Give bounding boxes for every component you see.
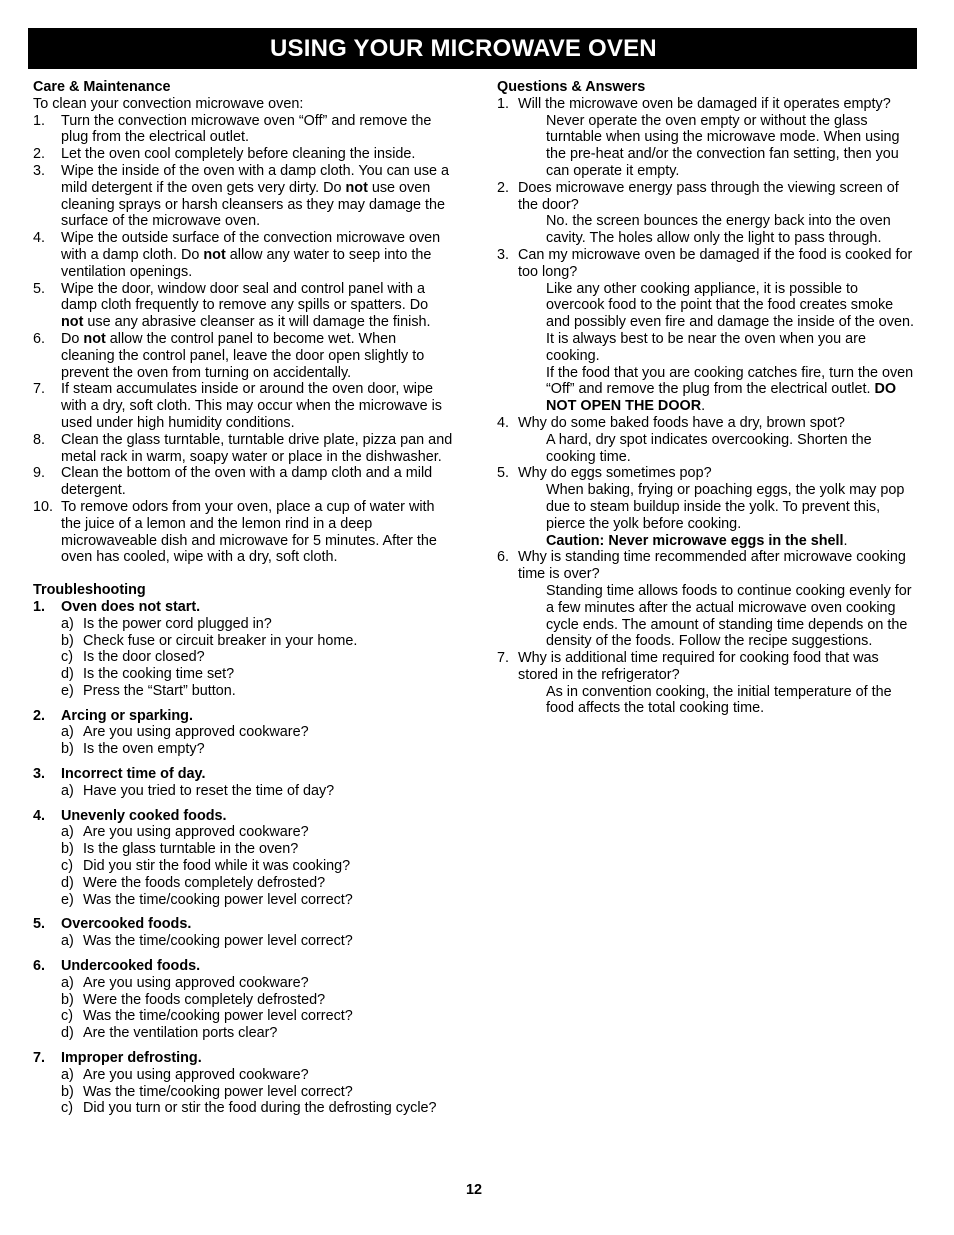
trouble-title: Arcing or sparking.	[61, 707, 193, 724]
sub-letter: e)	[61, 891, 74, 908]
trouble-subitem	[33, 1067, 453, 1084]
trouble-title: Incorrect time of day.	[61, 766, 206, 783]
item-number: 2.	[497, 179, 510, 196]
sub-letter: d)	[61, 666, 74, 683]
care-list	[33, 113, 453, 567]
item-number: 4.	[33, 807, 46, 824]
list-item	[33, 432, 453, 466]
item-number: 4.	[497, 414, 510, 431]
trouble-subitem	[33, 875, 453, 892]
item-number: 3.	[33, 766, 46, 783]
trouble-subitem	[33, 892, 453, 909]
qa-list	[497, 96, 917, 717]
sub-text: Is the door closed?	[83, 649, 205, 666]
sub-text: Were the foods completely defrosted?	[83, 991, 326, 1008]
item-text: Turn the convection microwave oven “Off” and remove the plug from the electrical outlet.	[61, 112, 432, 146]
sub-text: Are you using approved cookware?	[83, 824, 309, 841]
bold-text: not	[203, 246, 226, 263]
sub-text: Were the foods completely defrosted?	[83, 874, 326, 891]
page-title: USING YOUR MICROWAVE OVEN	[270, 35, 657, 62]
item-text: Let the oven cool completely before cleaning the inside.	[61, 146, 416, 163]
sub-letter: a)	[61, 974, 74, 991]
item-text: If steam accumulates inside or around the oven door, wipe with a dry, soft cloth. This may occur when the microwave is used under high humidity conditions.	[61, 381, 442, 431]
spacer	[33, 758, 453, 766]
sub-letter: c)	[61, 1008, 73, 1025]
answer: Never operate the oven empty or without the glass turntable when using the microwave mode. When using the pre-heat and/or the convection fan setting, then you can operate it empty.	[546, 112, 900, 179]
bold-text: DO NOT OPEN THE DOOR	[546, 381, 897, 415]
item-number: 4.	[33, 230, 46, 247]
sub-letter: d)	[61, 874, 74, 891]
question	[497, 247, 917, 281]
item-number: 6.	[33, 330, 46, 347]
trouble-subitem	[33, 933, 453, 950]
question-text: Why is standing time recommended after microwave cooking time is over?	[518, 549, 906, 583]
item-number: 9.	[33, 465, 46, 482]
question-text: Will the microwave oven be damaged if it operates empty?	[518, 95, 891, 112]
spacer	[33, 800, 453, 808]
spacer	[33, 908, 453, 916]
trouble-title: Unevenly cooked foods.	[61, 807, 227, 824]
trouble-subitem	[33, 1100, 453, 1117]
trouble-subitem	[33, 666, 453, 683]
sub-letter: b)	[61, 991, 74, 1008]
item-number: 3.	[33, 162, 46, 179]
bold-text: not	[83, 330, 106, 347]
trouble-title: Undercooked foods.	[61, 958, 201, 975]
sub-letter: d)	[61, 1025, 74, 1042]
question	[497, 549, 917, 583]
question-text: Why do eggs sometimes pop?	[518, 465, 712, 482]
sub-text: Press the “Start” button.	[83, 682, 236, 699]
bold-text: Caution: Never microwave eggs in the shell	[546, 532, 844, 549]
item-text: Wipe the door, window door seal and control panel with a damp cloth frequently to remove any spills or spatters. Do not use any abrasive cleanser as it will damage the finish.	[61, 280, 431, 331]
spacer	[33, 950, 453, 958]
sub-letter: a)	[61, 782, 74, 799]
list-item	[33, 163, 453, 230]
spacer	[33, 700, 453, 708]
sub-text: Is the glass turntable in the oven?	[83, 841, 299, 858]
sub-letter: a)	[61, 824, 74, 841]
trouble-subitem	[33, 683, 453, 700]
list-item	[33, 113, 453, 147]
sub-text: Have you tried to reset the time of day?	[83, 782, 335, 799]
answer: A hard, dry spot indicates overcooking. Shorten the cooking time.	[546, 431, 872, 465]
troubleshooting-list	[33, 599, 453, 1117]
question-text: Can my microwave oven be damaged if the food is cooked for too long?	[518, 246, 913, 280]
trouble-subitem	[33, 841, 453, 858]
answer: If the food that you are cooking catches fire, turn the oven “Off” and remove the plug from the electrical outlet. DO NOT OPEN THE DOOR.	[546, 364, 914, 415]
spacer	[33, 1042, 453, 1050]
trouble-item	[33, 1050, 453, 1067]
item-number: 7.	[497, 650, 510, 667]
item-number: 6.	[497, 549, 510, 566]
sub-text: Are you using approved cookware?	[83, 724, 309, 741]
trouble-title: Overcooked foods.	[61, 916, 192, 933]
list-item	[33, 146, 453, 163]
title-banner	[28, 28, 917, 69]
sub-letter: b)	[61, 632, 74, 649]
sub-letter: a)	[61, 724, 74, 741]
trouble-subitem	[33, 649, 453, 666]
list-item	[33, 465, 453, 499]
trouble-subitem	[33, 1025, 453, 1042]
list-item	[33, 331, 453, 381]
sub-text: Was the time/cooking power level correct?	[83, 1083, 353, 1100]
troubleshooting-heading: Troubleshooting	[33, 582, 146, 599]
trouble-item	[33, 766, 453, 783]
trouble-subitem	[33, 633, 453, 650]
sub-letter: b)	[61, 741, 74, 758]
trouble-title: Improper defrosting.	[61, 1050, 202, 1067]
item-number: 6.	[33, 958, 46, 975]
trouble-item	[33, 708, 453, 725]
question	[497, 415, 917, 432]
item-number: 1.	[33, 598, 46, 615]
sub-letter: a)	[61, 615, 74, 632]
item-number: 8.	[33, 431, 46, 448]
bold-text: not	[61, 314, 84, 331]
answer: When baking, frying or poaching eggs, the yolk may pop due to steam buildup inside the yolk. To prevent this, pierce the yolk before cooking.	[546, 482, 905, 532]
sub-text: Are the ventilation ports clear?	[83, 1025, 278, 1042]
answer: Like any other cooking appliance, it is possible to overcook food to the point that the food creates smoke and possibly even fire and damage the inside of the oven. It is always best to be near the oven when you are cooking.	[546, 280, 915, 364]
trouble-subitem	[33, 992, 453, 1009]
trouble-subitem	[33, 783, 453, 800]
qa-heading: Questions & Answers	[497, 79, 646, 95]
trouble-subitem	[33, 724, 453, 741]
item-number: 3.	[497, 246, 510, 263]
question	[497, 650, 917, 684]
bold-text: not	[345, 179, 368, 196]
trouble-subitem	[33, 858, 453, 875]
item-number: 7.	[33, 1050, 46, 1067]
question	[497, 96, 917, 113]
sub-letter: a)	[61, 933, 74, 950]
sub-text: Check fuse or circuit breaker in your home.	[83, 632, 358, 649]
sub-text: Did you stir the food while it was cooking?	[83, 858, 351, 875]
page-number: 12	[466, 1182, 483, 1198]
sub-text: Did you turn or stir the food during the defrosting cycle?	[83, 1100, 437, 1117]
list-item	[33, 381, 453, 431]
sub-text: Was the time/cooking power level correct?	[83, 1008, 353, 1025]
item-text: Clean the glass turntable, turntable drive plate, pizza pan and metal rack in warm, soapy water or place in the dishwasher.	[61, 431, 453, 465]
trouble-subitem	[33, 1084, 453, 1101]
question-text: Does microwave energy pass through the viewing screen of the door?	[518, 179, 899, 213]
sub-letter: c)	[61, 1100, 73, 1117]
trouble-item	[33, 599, 453, 616]
care-heading: Care & Maintenance	[33, 79, 171, 95]
sub-text: Was the time/cooking power level correct?	[83, 933, 353, 950]
list-item	[33, 281, 453, 331]
trouble-title: Oven does not start.	[61, 598, 201, 615]
item-number: 1.	[497, 95, 510, 112]
trouble-item	[33, 958, 453, 975]
list-item	[33, 230, 453, 280]
item-number: 2.	[33, 146, 46, 163]
trouble-subitem	[33, 975, 453, 992]
trouble-subitem	[33, 824, 453, 841]
item-number: 1.	[33, 112, 46, 129]
trouble-subitem	[33, 741, 453, 758]
question-text: Why is additional time required for cooking food that was stored in the refrigerator?	[518, 650, 879, 683]
sub-text: Is the power cord plugged in?	[83, 615, 272, 632]
sub-text: Was the time/cooking power level correct?	[83, 891, 353, 908]
sub-text: Are you using approved cookware?	[83, 1066, 309, 1083]
item-text: Clean the bottom of the oven with a damp cloth and a mild detergent.	[61, 465, 433, 499]
left-column	[33, 79, 453, 1117]
sub-text: Is the oven empty?	[83, 741, 205, 758]
item-number: 5.	[497, 465, 510, 482]
question-text: Why do some baked foods have a dry, brown spot?	[518, 414, 845, 431]
answer: Caution: Never microwave eggs in the shell.	[546, 532, 848, 549]
trouble-item	[33, 808, 453, 825]
list-item	[33, 499, 453, 566]
sub-letter: c)	[61, 649, 73, 666]
item-number: 7.	[33, 381, 46, 398]
right-column	[497, 79, 917, 717]
sub-text: Is the cooking time set?	[83, 666, 235, 683]
item-number: 10.	[33, 498, 54, 515]
sub-letter: a)	[61, 1066, 74, 1083]
question	[497, 465, 917, 482]
item-text: Wipe the inside of the oven with a damp cloth. You can use a mild detergent if the oven gets very dirty. Do not use oven cleaning sprays or harsh cleansers as they may damage the surface of the microwave oven.	[61, 162, 449, 230]
item-text: Do not allow the control panel to become wet. When cleaning the control panel, leave the door open slightly to prevent the oven from turning on accidentally.	[61, 330, 425, 381]
sub-letter: e)	[61, 682, 74, 699]
question	[497, 180, 917, 214]
item-text: Wipe the outside surface of the convection microwave oven with a damp cloth. Do not allow any water to seep into the ventilation openings.	[61, 230, 441, 280]
trouble-subitem	[33, 1008, 453, 1025]
answer: Standing time allows foods to continue cooking evenly for a few minutes after the actual microwave oven cooking cycle ends. The amount of standing time depends on the density of the foods. Follow the recipe suggestions.	[546, 582, 912, 650]
sub-text: Are you using approved cookware?	[83, 974, 309, 991]
trouble-subitem	[33, 616, 453, 633]
care-intro: To clean your convection microwave oven:	[33, 95, 304, 112]
item-number: 5.	[33, 280, 46, 297]
item-number: 5.	[33, 916, 46, 933]
sub-letter: b)	[61, 1083, 74, 1100]
sub-letter: c)	[61, 858, 73, 875]
answer: As in convention cooking, the initial temperature of the food affects the total cooking time.	[546, 683, 892, 717]
item-text: To remove odors from your oven, place a cup of water with the juice of a lemon and the lemon rind in a deep microwaveable dish and microwave for 5 minutes. After the oven has cooled, wipe with a dry, soft cloth.	[61, 498, 437, 566]
sub-letter: b)	[61, 841, 74, 858]
answer: No. the screen bounces the energy back into the oven cavity. The holes allow only the light to pass through.	[546, 213, 891, 247]
item-number: 2.	[33, 707, 46, 724]
trouble-item	[33, 916, 453, 933]
